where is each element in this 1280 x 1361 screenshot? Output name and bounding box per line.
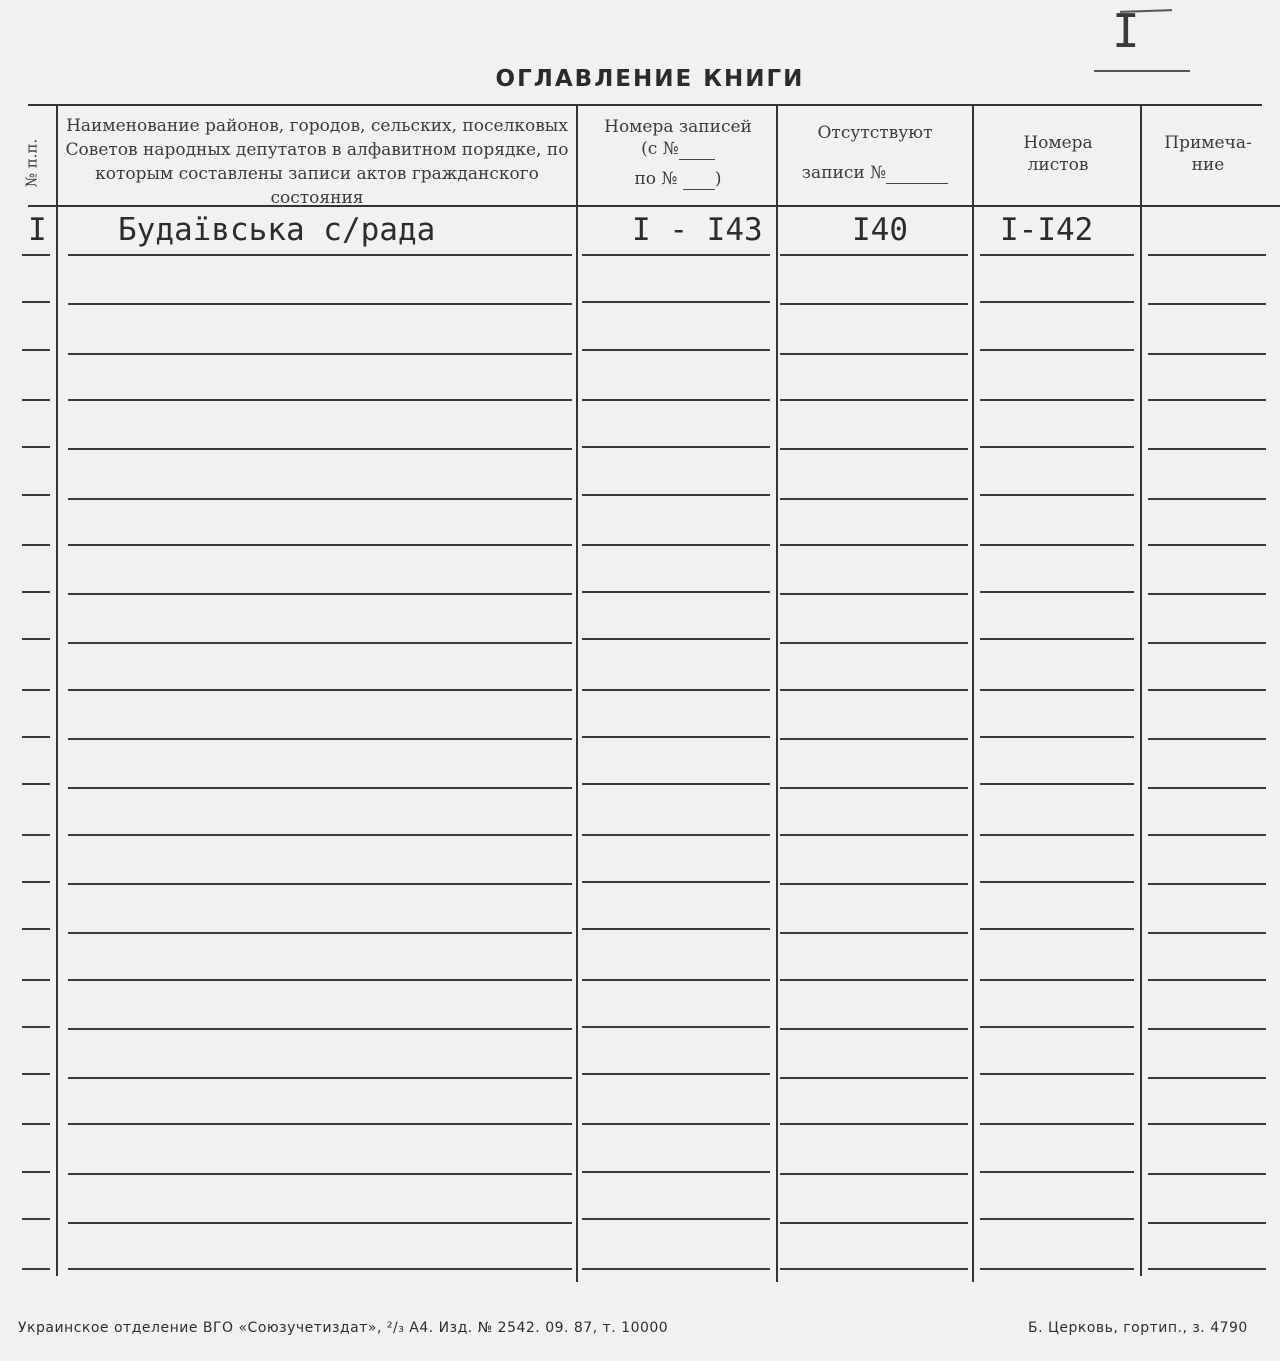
entry-line: [980, 834, 1134, 836]
header-to-blank: [683, 173, 715, 190]
entry-line: [980, 399, 1134, 401]
entry-line: [1148, 1028, 1266, 1030]
entry-line: [68, 834, 572, 836]
header-record-range-title: Номера записей: [604, 117, 752, 137]
entry-line: [780, 544, 968, 546]
entry-line: [22, 399, 50, 401]
entry-line: [1148, 932, 1266, 934]
entry-line: [980, 494, 1134, 496]
column-divider-1: [56, 106, 58, 1276]
entry-line: [22, 446, 50, 448]
footer-publisher: Украинское отделение ВГО «Союзучетиздат», ²/₃ А4. Изд. № 2542. 09. 87, т. 10000: [18, 1320, 669, 1336]
entry-line: [22, 834, 50, 836]
entry-line: [980, 928, 1134, 930]
entry-line: [780, 593, 968, 595]
entry-line: [22, 928, 50, 930]
entry-line: [1148, 834, 1266, 836]
entry-line: [780, 642, 968, 644]
entry-line: [980, 1268, 1134, 1270]
entry-line: [1148, 399, 1266, 401]
entry-line: [68, 498, 572, 500]
entry-line: [68, 593, 572, 595]
entry-line: [68, 254, 572, 256]
entry-line: [68, 353, 572, 355]
entry-line: [980, 254, 1134, 256]
entry-line: [980, 689, 1134, 691]
entry-line: [980, 1218, 1134, 1220]
entry-line: [582, 1218, 770, 1220]
entry-line: [68, 1123, 572, 1125]
entry-line: [68, 932, 572, 934]
entry-line: [582, 928, 770, 930]
entry-line: [980, 446, 1134, 448]
entry-line: [780, 399, 968, 401]
entry-line: [582, 979, 770, 981]
entry-line: [22, 1123, 50, 1125]
entry-line: [68, 1268, 572, 1270]
entry-line: [22, 638, 50, 640]
column-divider-3: [776, 106, 778, 1282]
entry-line: [1148, 738, 1266, 740]
entry-line: [68, 689, 572, 691]
header-number-cell: [8, 120, 54, 206]
entry-line: [68, 1222, 572, 1224]
entry-line: [582, 1073, 770, 1075]
entry-line: [22, 349, 50, 351]
document-title: ОГЛАВЛЕНИЕ КНИГИ: [495, 66, 805, 92]
header-missing-line: [780, 162, 970, 184]
entry-line: [582, 1123, 770, 1125]
entry-line: [582, 399, 770, 401]
header-record-range-to: [582, 168, 774, 190]
entry-line: [1148, 593, 1266, 595]
entry-line: [1148, 979, 1266, 981]
entry-line: [68, 787, 572, 789]
entry-line: [68, 544, 572, 546]
entry-line: [582, 881, 770, 883]
entry-line: [22, 1268, 50, 1270]
entry-line: [1148, 642, 1266, 644]
entry-line: [582, 638, 770, 640]
entry-line: [22, 301, 50, 303]
entry-line: [1148, 1123, 1266, 1125]
entry-line: [780, 303, 968, 305]
entry-line: [22, 1026, 50, 1028]
column-divider-2: [576, 106, 578, 1282]
entry-line: [780, 787, 968, 789]
entry-line: [980, 736, 1134, 738]
entry-line: [980, 638, 1134, 640]
entry-line: [780, 498, 968, 500]
entry-line: [582, 446, 770, 448]
entry-line: [22, 689, 50, 691]
table-top-rule: [28, 104, 1262, 106]
entry-line: [22, 1073, 50, 1075]
entry-line: [22, 591, 50, 593]
entry-line: [68, 399, 572, 401]
header-missing-text: записи №: [801, 163, 887, 183]
entry-line: [22, 979, 50, 981]
footer-printer: Б. Церковь, гортип., з. 4790: [1028, 1320, 1248, 1336]
entry-line: [22, 1171, 50, 1173]
entry-line: [1148, 1268, 1266, 1270]
entry-line: [780, 353, 968, 355]
entry-line: [68, 303, 572, 305]
entry-line: [780, 1268, 968, 1270]
entry-line: [980, 979, 1134, 981]
header-record-range-from-text: (с №: [641, 139, 679, 159]
entry-line: [1148, 544, 1266, 546]
row-1-sheet-numbers: I-I42: [1000, 212, 1094, 248]
entry-line: [68, 979, 572, 981]
entry-line: [582, 783, 770, 785]
header-record-range: [582, 116, 774, 190]
header-sheet-numbers: Номера листов: [1023, 133, 1093, 175]
entry-line: [582, 591, 770, 593]
column-divider-4: [972, 106, 974, 1282]
entry-line: [68, 883, 572, 885]
entry-line: [582, 834, 770, 836]
entry-line: [1148, 1077, 1266, 1079]
entry-line: [980, 783, 1134, 785]
entry-line: [980, 1073, 1134, 1075]
entry-line: [68, 642, 572, 644]
entry-line: [22, 1218, 50, 1220]
row-1-record-range: I - I43: [632, 212, 763, 248]
entry-line: [582, 494, 770, 496]
entry-line: [1148, 883, 1266, 885]
entry-line: [980, 301, 1134, 303]
entry-line: [980, 881, 1134, 883]
page-number: I: [1112, 4, 1140, 58]
header-missing-blank: [886, 167, 948, 184]
entry-line: [22, 783, 50, 785]
entry-line: [780, 932, 968, 934]
entry-line: [780, 1123, 968, 1125]
entry-line: [780, 689, 968, 691]
entry-line: [980, 1026, 1134, 1028]
entry-line: [582, 689, 770, 691]
column-divider-5: [1140, 106, 1142, 1276]
entry-line: [980, 349, 1134, 351]
entry-line: [780, 254, 968, 256]
entry-line: [780, 1222, 968, 1224]
entry-line: [780, 448, 968, 450]
entry-line: [1148, 254, 1266, 256]
header-record-range-close: ): [714, 169, 722, 189]
entry-line: [68, 738, 572, 740]
entry-line: [780, 1028, 968, 1030]
entry-line: [582, 1171, 770, 1173]
entry-line: [1148, 498, 1266, 500]
row-1-name: Будаївська с/рада: [118, 212, 436, 248]
entry-line: [1148, 353, 1266, 355]
entry-line: [582, 544, 770, 546]
entry-line: [1148, 689, 1266, 691]
header-from-blank: [679, 143, 715, 160]
entry-line: [1148, 448, 1266, 450]
entry-line: [582, 301, 770, 303]
entry-line: [582, 1268, 770, 1270]
entry-line: [22, 494, 50, 496]
entry-line: [22, 254, 50, 256]
entry-line: [68, 1028, 572, 1030]
entry-line: [1148, 303, 1266, 305]
entry-line: [780, 834, 968, 836]
entry-line: [582, 736, 770, 738]
entry-line: [780, 738, 968, 740]
header-record-range-from: [582, 138, 774, 160]
entry-line: [980, 544, 1134, 546]
header-note: Примеча-ние: [1164, 133, 1252, 175]
entry-line: [980, 1171, 1134, 1173]
entry-line: [780, 1173, 968, 1175]
header-number: № п.п.: [22, 138, 40, 188]
header-missing-title: Отсутствуют: [817, 123, 933, 143]
entry-line: [1148, 1222, 1266, 1224]
entry-line: [582, 254, 770, 256]
entry-line: [22, 736, 50, 738]
row-1-number: I: [28, 212, 47, 248]
entry-line: [22, 544, 50, 546]
entry-line: [68, 1173, 572, 1175]
entry-line: [68, 448, 572, 450]
page-number-underline: [1094, 70, 1190, 72]
entry-line: [582, 1026, 770, 1028]
entry-line: [1148, 1173, 1266, 1175]
entry-line: [980, 1123, 1134, 1125]
entry-line: [22, 881, 50, 883]
header-record-range-to-text: по №: [634, 169, 678, 189]
entry-line: [780, 883, 968, 885]
entry-line: [1148, 787, 1266, 789]
row-1-missing-records: I40: [852, 212, 908, 248]
entry-line: [68, 1077, 572, 1079]
entry-line: [780, 979, 968, 981]
header-name: Наименование районов, городов, сельских, поселковых Советов народных депутатов в алфавитном порядке, по которым составлены записи актов гражданского состояния: [65, 116, 569, 208]
header-missing-records: [780, 122, 970, 184]
entry-line: [780, 1077, 968, 1079]
entry-line: [980, 591, 1134, 593]
entry-line: [582, 349, 770, 351]
